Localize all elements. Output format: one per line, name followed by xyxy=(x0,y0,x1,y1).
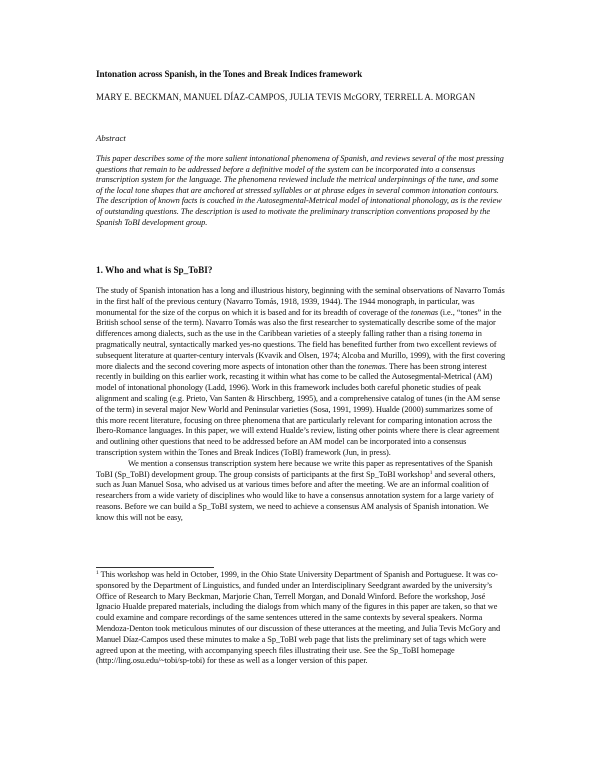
footnote-text: This workshop was held in October, 1999, in the Ohio State University Department of Spanish and Portuguese. It was co-sponsored by the Department of Linguistics, and funded under an Interdisciplinary Seedgrant awarded by the university’s Office of Research to Mary Beckman, Marjorie Chan, Terrell Morgan, and Donald Winford. Before the workshop, José Ignacio Hualde prepared materials, including the dialogs from which many of the figures in this paper are taken, so that we could examine and compare recordings of the same sentences uttered in the same contexts by several speakers. Norma Mendoza-Denton took meticulous minutes of our discussion of these utterances at the meeting, and Julia Tevis McGory and Manuel Díaz-Campos used these minutes to make a Sp_ToBI web page that lists the preliminary set of tags which were agreed upon at the meeting, with accompanying speech files illustrating their use. See the Sp_ToBI homepage (http://ling.osu.edu/~tobi/sp-tobi) for these as well as a longer version of this paper. xyxy=(96,570,501,666)
paper-authors: MARY E. BECKMAN, MANUEL DÍAZ-CAMPOS, JULIA TEVIS McGORY, TERRELL A. MORGAN xyxy=(96,92,476,102)
abstract-text: This paper describes some of the more salient intonational phenomena of Spanish, and reviews several of the most pressing questions that remain to be addressed before a definitive model of the system can be incorporated into a consensus transcription system for the language. The phenomena reviewed include the metrical underpinnings of the tune, and some of the local tone shapes that are anchored at stressed syllables or at phrase edges in several common intonation contours. The description of known facts is couched in the Autosegmental-Metrical model of intonational phonology, as is the review of outstanding questions. The description is used to motivate the preliminary transcription conventions proposed by the Spanish ToBI development group. xyxy=(96,154,504,227)
abstract-heading: Abstract xyxy=(96,133,126,143)
footnote-divider xyxy=(96,567,214,568)
section-body xyxy=(96,286,506,524)
italic-term: tonemas xyxy=(357,361,386,371)
paragraph-text: (i.e., “tones” in the British school sense of the term). Navarro Tomás was also the first researcher to systematically describe some of the major differences among dialects, such as the use in the Caribbean varieties of a steeply falling rather than a rising xyxy=(96,307,502,339)
italic-term: tonemas xyxy=(410,307,439,317)
footnote-marker: 1 xyxy=(96,570,99,576)
paragraph-1 xyxy=(96,286,506,459)
paragraph-text: and several others, such as Juan Manuel Sosa, who advised us at various times before and after the meeting. We are an informal coalition of researchers from a wide variety of disciplines who would like to have a consensus annotation system for a large variety of reasons. Before we can build a Sp_ToBI system, we need to achieve a consensus AM analysis of Spanish intonation. We know this will not be easy, xyxy=(96,469,496,522)
paragraph-text: in pragmatically neutral, syntactically marked yes-no questions. The field has benefited further from two excellent reviews of subsequent literature at quarter-century intervals (Kvavik and Olsen, 1974; Alcoba and Murillo, 1999), with the first covering more dialects and the second covering more aspects of intonation other than the xyxy=(96,329,506,371)
paragraph-text: We mention a consensus transcription system here because we write this paper as representatives of the Spanish ToBI (Sp_ToBI) development group. The group consists of participants at the first Sp_ToBI workshop xyxy=(96,458,493,479)
section-heading: 1. Who and what is Sp_ToBI? xyxy=(96,265,213,275)
paragraph-2 xyxy=(96,459,506,524)
paper-title: Intonation across Spanish, in the Tones and Break Indices framework xyxy=(96,69,363,79)
paragraph-text: . There has been strong interest recently in building on this earlier work, recasting it within what has come to be called the Autosegmental-Metrical (AM) model of intonational phonology (Ladd, 1996). Work in this framework includes both careful phonetic studies of peak alignment and scaling (e.g. Prieto, Van Santen & Hirschberg, 1995), and a comprehensive catalog of tunes (in the AM sense of the term) in several major New World and Peninsular varieties (Sosa, 1991, 1999). Hualde (2000) summarizes some of this more recent literature, focusing on three phenomena that are particularly relevant for comparing intonation across the Ibero-Romance languages. In this paper, we will extend Hualde’s review, listing other points where there is clear agreement and outlining other questions that need to be addressed before an AM model can be incorporated into a consensus transcription system within the Tones and Break Indices (ToBI) framework (Jun, in press). xyxy=(96,361,500,457)
italic-term: tonema xyxy=(449,329,474,339)
paragraph-text: The study of Spanish intonation has a long and illustrious history, beginning with the seminal observations of Navarro Tomás in the first half of the previous century (Navarro Tomás, 1918, 1939, 1944). The 1944 monograph, in particular, was monumental for the size of the corpus on which it is based and for its breadth of coverage of the xyxy=(96,286,505,317)
footnote xyxy=(96,570,506,667)
footnote-reference: 1 xyxy=(429,469,433,476)
